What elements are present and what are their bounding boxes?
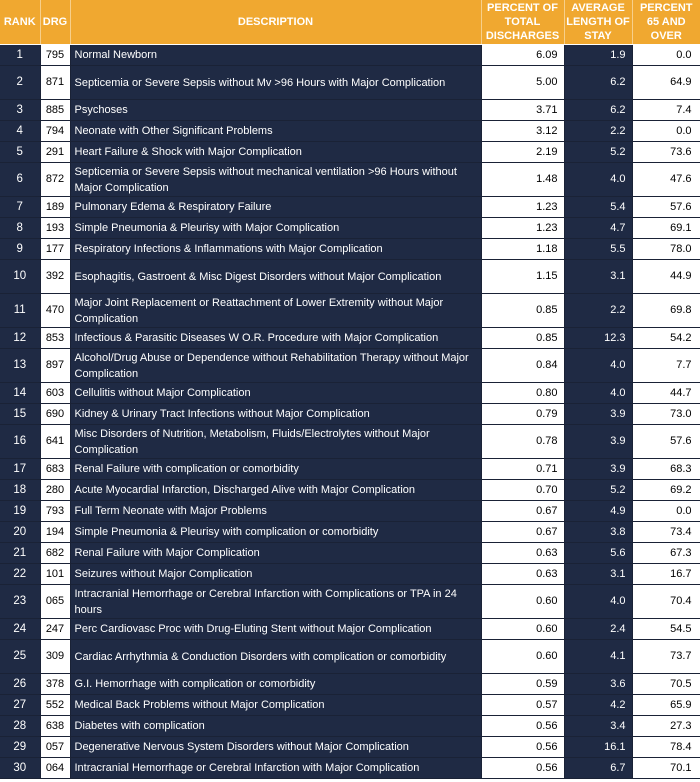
percent-65-cell: 64.9 [632,66,700,100]
percent-65-cell: 54.5 [632,619,700,640]
table-row [0,564,700,585]
rank-cell: 12 [0,328,40,349]
average-stay-cell: 3.1 [564,564,632,585]
percent-total-cell: 3.71 [481,100,564,121]
table-row [0,459,700,480]
percent-total-cell: 0.56 [481,716,564,737]
drg-code-cell: 897 [40,349,70,383]
description-cell: Cellulitis without Major Complication [70,383,481,404]
percent-65-cell: 27.3 [632,716,700,737]
table-row [0,425,700,459]
percent-65-cell: 57.6 [632,197,700,218]
rank-cell: 25 [0,640,40,674]
rank-cell: 16 [0,425,40,459]
description-cell: Cardiac Arrhythmia & Conduction Disorders with complication or comorbidity [70,640,481,674]
description-cell: Septicemia or Severe Sepsis without Mv >96 Hours with Major Complication [70,66,481,100]
description-cell: Pulmonary Edema & Respiratory Failure [70,197,481,218]
table-row [0,716,700,737]
drg-code-cell: 793 [40,501,70,522]
percent-total-cell: 0.60 [481,619,564,640]
percent-total-cell: 0.56 [481,758,564,779]
percent-total-cell: 0.80 [481,383,564,404]
rank-cell: 6 [0,163,40,197]
percent-total-cell: 1.23 [481,197,564,218]
rank-cell: 18 [0,480,40,501]
average-stay-cell: 5.2 [564,142,632,163]
description-cell: Intracranial Hemorrhage or Cerebral Infarction with Major Complication [70,758,481,779]
table-row [0,100,700,121]
header-average-stay: AVERAGE LENGTH OF STAY [564,0,632,45]
description-cell: Diabetes with complication [70,716,481,737]
percent-65-cell: 73.4 [632,522,700,543]
average-stay-cell: 3.4 [564,716,632,737]
average-stay-cell: 5.2 [564,480,632,501]
drg-code-cell: 057 [40,737,70,758]
percent-65-cell: 44.7 [632,383,700,404]
rank-cell: 20 [0,522,40,543]
percent-65-cell: 68.3 [632,459,700,480]
percent-total-cell: 3.12 [481,121,564,142]
average-stay-cell: 3.6 [564,674,632,695]
percent-total-cell: 0.57 [481,695,564,716]
percent-total-cell: 1.23 [481,218,564,239]
rank-cell: 1 [0,45,40,66]
average-stay-cell: 3.1 [564,260,632,294]
percent-65-cell: 73.7 [632,640,700,674]
average-stay-cell: 3.9 [564,404,632,425]
drg-code-cell: 280 [40,480,70,501]
average-stay-cell: 5.5 [564,239,632,260]
percent-65-cell: 70.1 [632,758,700,779]
drg-code-cell: 690 [40,404,70,425]
description-cell: Alcohol/Drug Abuse or Dependence without Rehabilitation Therapy without Major Complication [70,349,481,383]
drg-code-cell: 682 [40,543,70,564]
percent-total-cell: 0.78 [481,425,564,459]
rank-cell: 8 [0,218,40,239]
percent-65-cell: 73.6 [632,142,700,163]
description-cell: Normal Newborn [70,45,481,66]
description-cell: Medical Back Problems without Major Complication [70,695,481,716]
percent-65-cell: 67.3 [632,543,700,564]
table-row [0,294,700,328]
average-stay-cell: 3.8 [564,522,632,543]
table-row [0,480,700,501]
drg-code-cell: 885 [40,100,70,121]
table-row [0,674,700,695]
description-cell: G.I. Hemorrhage with complication or comorbidity [70,674,481,695]
percent-total-cell: 1.48 [481,163,564,197]
average-stay-cell: 4.0 [564,163,632,197]
drg-code-cell: 291 [40,142,70,163]
percent-total-cell: 5.00 [481,66,564,100]
drg-code-cell: 177 [40,239,70,260]
table-row [0,585,700,619]
description-cell: Infectious & Parasitic Diseases W O.R. Procedure with Major Complication [70,328,481,349]
percent-total-cell: 1.15 [481,260,564,294]
percent-total-cell: 0.60 [481,585,564,619]
rank-cell: 5 [0,142,40,163]
average-stay-cell: 5.4 [564,197,632,218]
average-stay-cell: 4.0 [564,349,632,383]
drg-code-cell: 194 [40,522,70,543]
table-row [0,142,700,163]
rank-cell: 24 [0,619,40,640]
description-cell: Simple Pneumonia & Pleurisy with Major Complication [70,218,481,239]
average-stay-cell: 6.7 [564,758,632,779]
description-cell: Degenerative Nervous System Disorders without Major Complication [70,737,481,758]
average-stay-cell: 6.2 [564,100,632,121]
header-rank: RANK [0,0,40,45]
average-stay-cell: 3.9 [564,459,632,480]
percent-total-cell: 0.70 [481,480,564,501]
rank-cell: 10 [0,260,40,294]
description-cell: Septicemia or Severe Sepsis without mechanical ventilation >96 Hours without Major Complication [70,163,481,197]
percent-65-cell: 16.7 [632,564,700,585]
percent-total-cell: 2.19 [481,142,564,163]
table-row [0,522,700,543]
rank-cell: 17 [0,459,40,480]
table-row [0,619,700,640]
percent-65-cell: 57.6 [632,425,700,459]
percent-65-cell: 7.7 [632,349,700,383]
percent-65-cell: 69.2 [632,480,700,501]
average-stay-cell: 5.6 [564,543,632,564]
description-cell: Psychoses [70,100,481,121]
table-body [0,45,700,779]
percent-65-cell: 70.5 [632,674,700,695]
percent-total-cell: 0.85 [481,328,564,349]
table-row [0,640,700,674]
rank-cell: 15 [0,404,40,425]
average-stay-cell: 2.2 [564,294,632,328]
average-stay-cell: 4.9 [564,501,632,522]
percent-total-cell: 0.85 [481,294,564,328]
description-cell: Acute Myocardial Infarction, Discharged Alive with Major Complication [70,480,481,501]
percent-total-cell: 6.09 [481,45,564,66]
drg-code-cell: 641 [40,425,70,459]
percent-total-cell: 0.67 [481,501,564,522]
header-description: DESCRIPTION [70,0,481,45]
table-row [0,328,700,349]
rank-cell: 19 [0,501,40,522]
description-cell: Misc Disorders of Nutrition, Metabolism, Fluids/Electrolytes without Major Complication [70,425,481,459]
drg-code-cell: 794 [40,121,70,142]
table-row [0,218,700,239]
drg-code-cell: 795 [40,45,70,66]
percent-65-cell: 69.1 [632,218,700,239]
percent-total-cell: 0.67 [481,522,564,543]
table-row [0,349,700,383]
drg-code-cell: 247 [40,619,70,640]
table-row [0,695,700,716]
drg-code-cell: 064 [40,758,70,779]
percent-65-cell: 69.8 [632,294,700,328]
percent-total-cell: 0.59 [481,674,564,695]
drg-code-cell: 552 [40,695,70,716]
rank-cell: 2 [0,66,40,100]
percent-total-cell: 0.63 [481,564,564,585]
drg-code-cell: 392 [40,260,70,294]
table-row [0,239,700,260]
description-cell: Esophagitis, Gastroent & Misc Digest Disorders without Major Complication [70,260,481,294]
drg-code-cell: 638 [40,716,70,737]
table-row [0,45,700,66]
description-cell: Seizures without Major Complication [70,564,481,585]
description-cell: Perc Cardiovasc Proc with Drug-Eluting Stent without Major Complication [70,619,481,640]
description-cell: Renal Failure with complication or comorbidity [70,459,481,480]
rank-cell: 9 [0,239,40,260]
rank-cell: 22 [0,564,40,585]
header-drg: DRG [40,0,70,45]
rank-cell: 23 [0,585,40,619]
rank-cell: 14 [0,383,40,404]
rank-cell: 21 [0,543,40,564]
average-stay-cell: 2.4 [564,619,632,640]
average-stay-cell: 3.9 [564,425,632,459]
description-cell: Respiratory Infections & Inflammations with Major Complication [70,239,481,260]
rank-cell: 28 [0,716,40,737]
description-cell: Intracranial Hemorrhage or Cerebral Infarction with Complications or TPA in 24 hours [70,585,481,619]
description-cell: Neonate with Other Significant Problems [70,121,481,142]
drg-code-cell: 853 [40,328,70,349]
percent-65-cell: 47.6 [632,163,700,197]
percent-total-cell: 0.63 [481,543,564,564]
percent-total-cell: 0.84 [481,349,564,383]
description-cell: Kidney & Urinary Tract Infections without Major Complication [70,404,481,425]
table-row [0,197,700,218]
percent-total-cell: 1.18 [481,239,564,260]
average-stay-cell: 4.1 [564,640,632,674]
header-percent-65: PERCENT 65 AND OVER [632,0,700,45]
percent-total-cell: 0.56 [481,737,564,758]
percent-65-cell: 78.4 [632,737,700,758]
percent-65-cell: 70.4 [632,585,700,619]
rank-cell: 29 [0,737,40,758]
percent-65-cell: 65.9 [632,695,700,716]
percent-65-cell: 0.0 [632,501,700,522]
percent-total-cell: 0.60 [481,640,564,674]
table-row [0,737,700,758]
table-row [0,501,700,522]
average-stay-cell: 4.0 [564,383,632,404]
rank-cell: 27 [0,695,40,716]
average-stay-cell: 6.2 [564,66,632,100]
average-stay-cell: 2.2 [564,121,632,142]
table-row [0,66,700,100]
description-cell: Major Joint Replacement or Reattachment of Lower Extremity without Major Complication [70,294,481,328]
average-stay-cell: 4.7 [564,218,632,239]
percent-65-cell: 78.0 [632,239,700,260]
percent-65-cell: 7.4 [632,100,700,121]
table-row [0,121,700,142]
rank-cell: 4 [0,121,40,142]
average-stay-cell: 1.9 [564,45,632,66]
header-percent-total: PERCENT OF TOTAL DISCHARGES [481,0,564,45]
rank-cell: 11 [0,294,40,328]
description-cell: Simple Pneumonia & Pleurisy with complication or comorbidity [70,522,481,543]
percent-65-cell: 44.9 [632,260,700,294]
average-stay-cell: 16.1 [564,737,632,758]
description-cell: Full Term Neonate with Major Problems [70,501,481,522]
drg-code-cell: 872 [40,163,70,197]
rank-cell: 3 [0,100,40,121]
drg-code-cell: 101 [40,564,70,585]
drg-code-cell: 378 [40,674,70,695]
drg-code-cell: 189 [40,197,70,218]
drg-code-cell: 193 [40,218,70,239]
drg-code-cell: 871 [40,66,70,100]
rank-cell: 13 [0,349,40,383]
percent-total-cell: 0.71 [481,459,564,480]
rank-cell: 30 [0,758,40,779]
table-row [0,543,700,564]
table-row [0,404,700,425]
drg-code-cell: 603 [40,383,70,404]
average-stay-cell: 4.2 [564,695,632,716]
average-stay-cell: 4.0 [564,585,632,619]
average-stay-cell: 12.3 [564,328,632,349]
percent-65-cell: 73.0 [632,404,700,425]
table-row [0,383,700,404]
description-cell: Heart Failure & Shock with Major Complication [70,142,481,163]
percent-65-cell: 0.0 [632,121,700,142]
rank-cell: 26 [0,674,40,695]
description-cell: Renal Failure with Major Complication [70,543,481,564]
percent-65-cell: 54.2 [632,328,700,349]
percent-65-cell: 0.0 [632,45,700,66]
table-row [0,163,700,197]
table-header [0,0,700,45]
drg-code-cell: 470 [40,294,70,328]
drg-code-cell: 683 [40,459,70,480]
table-row [0,758,700,779]
percent-total-cell: 0.79 [481,404,564,425]
drg-code-cell: 309 [40,640,70,674]
rank-cell: 7 [0,197,40,218]
table-row [0,260,700,294]
drg-code-cell: 065 [40,585,70,619]
